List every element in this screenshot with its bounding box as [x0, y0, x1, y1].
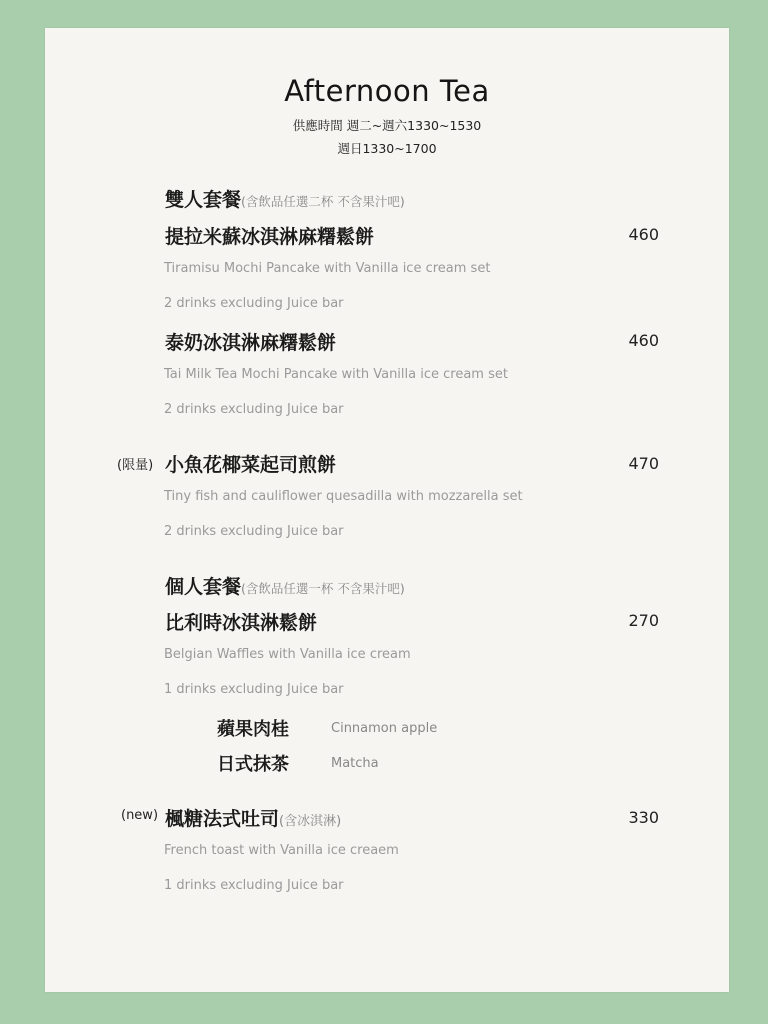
item-name-french-toast — [165, 804, 341, 831]
item-drinks-belgian-waffle: 1 drinks excluding Juice bar — [164, 682, 344, 697]
new-tag: (new) — [121, 808, 159, 823]
limited-tag: (限量) — [117, 458, 154, 473]
item-price-french-toast: 330 — [628, 808, 659, 827]
section-title-text: 個人套餐 — [165, 576, 242, 598]
hours-line-2: 週日1330~1700 — [337, 141, 437, 156]
item-desc-tiramisu: Tiramisu Mochi Pancake with Vanilla ice cream set — [164, 261, 491, 276]
item-name-belgian-waffle: 比利時冰淇淋鬆餅 — [165, 612, 318, 634]
item-desc-thai-milk-tea: Tai Milk Tea Mochi Pancake with Vanilla ice cream set — [164, 367, 508, 382]
item-desc-french-toast: French toast with Vanilla ice creaem — [164, 843, 399, 858]
item-drinks-thai-milk-tea: 2 drinks excluding Juice bar — [164, 402, 344, 417]
item-drinks-tiramisu: 2 drinks excluding Juice bar — [164, 296, 344, 311]
hours-line-1: 供應時間 週二~週六1330~1530 — [292, 118, 482, 133]
menu-paper — [45, 28, 729, 992]
item-name-quesadilla: 小魚花椰菜起司煎餅 — [165, 454, 337, 476]
item-name-note: (含冰淇淋) — [279, 814, 342, 829]
item-drinks-french-toast: 1 drinks excluding Juice bar — [164, 878, 344, 893]
item-desc-belgian-waffle: Belgian Waffles with Vanilla ice cream — [164, 647, 411, 662]
menu-title: Afternoon Tea — [284, 74, 490, 108]
flavor-en-matcha: Matcha — [331, 756, 379, 771]
item-name-tiramisu: 提拉米蘇冰淇淋麻糬鬆餅 — [165, 226, 375, 248]
section-note: (含飲品任選二杯 不含果汁吧) — [241, 194, 405, 209]
item-price-belgian-waffle: 270 — [628, 611, 659, 630]
flavor-en-cinnamon-apple: Cinnamon apple — [331, 721, 438, 736]
item-name-text: 楓糖法式吐司 — [165, 808, 280, 830]
item-price-thai-milk-tea: 460 — [628, 331, 659, 350]
item-drinks-quesadilla: 2 drinks excluding Juice bar — [164, 524, 344, 539]
section-title-for-two — [165, 185, 405, 212]
item-price-quesadilla: 470 — [628, 454, 659, 473]
flavor-name-matcha: 日式抹茶 — [217, 754, 289, 775]
section-note: (含飲品任選一杯 不含果汁吧) — [241, 581, 405, 596]
item-name-thai-milk-tea: 泰奶冰淇淋麻糬鬆餅 — [165, 332, 337, 354]
item-price-tiramisu: 460 — [628, 225, 659, 244]
section-title-individual — [165, 572, 405, 599]
flavor-name-cinnamon-apple: 蘋果肉桂 — [217, 719, 289, 740]
item-desc-quesadilla: Tiny fish and cauliflower quesadilla with mozzarella set — [164, 489, 523, 504]
section-title-text: 雙人套餐 — [165, 189, 242, 211]
